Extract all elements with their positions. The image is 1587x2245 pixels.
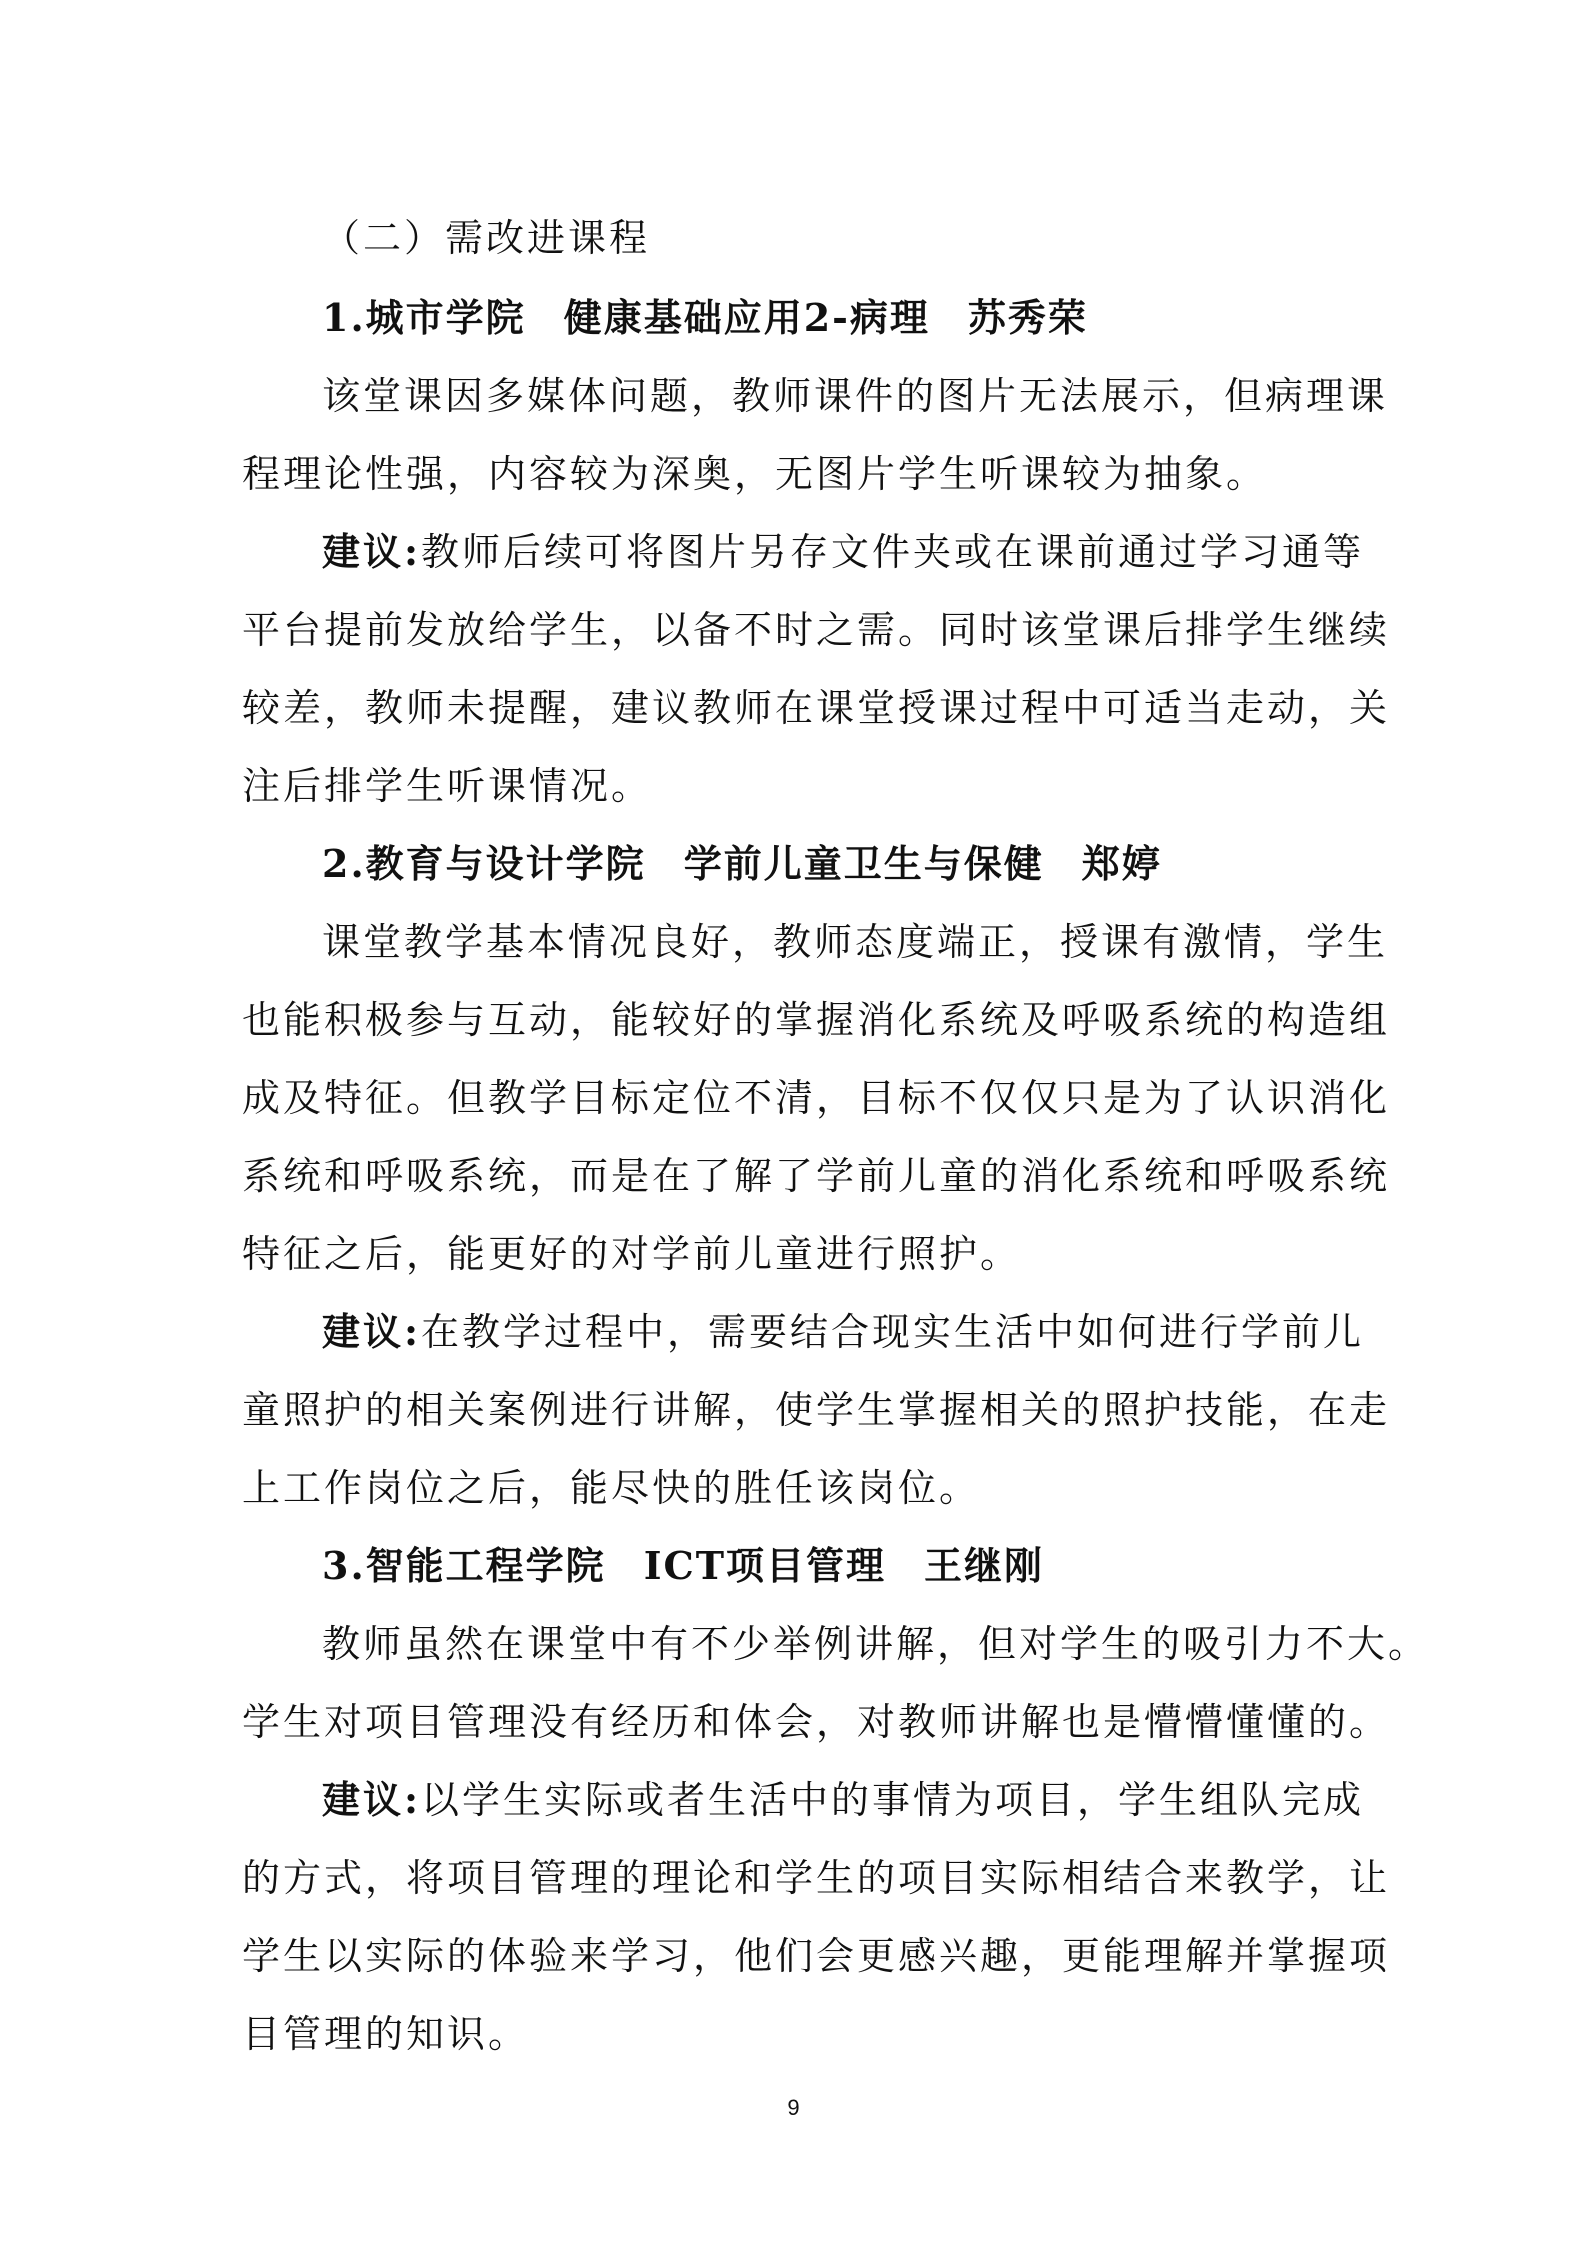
item-2-suggestion-line-2: 童照护的相关案例进行讲解，使学生掌握相关的照护技能，在走 bbox=[242, 1388, 1391, 1432]
suggestion-label: 建议: bbox=[322, 1777, 422, 1822]
item-3-suggestion-line-3: 学生以实际的体验来学习，他们会更感兴趣，更能理解并掌握项 bbox=[242, 1934, 1391, 1978]
item-3-suggestion-line-1 bbox=[322, 1774, 1365, 1826]
item-number: 3. bbox=[322, 1543, 366, 1588]
item-2-issue-line-3: 成及特征。但教学目标定位不清，目标不仅仅只是为了认识消化 bbox=[242, 1076, 1391, 1120]
item-2-issue-line-5: 特征之后，能更好的对学前儿童进行照护。 bbox=[242, 1232, 1022, 1276]
item-1-suggestion-line-2: 平台提前发放给学生，以备不时之需。同时该堂课后排学生继续 bbox=[242, 608, 1391, 652]
item-2-heading bbox=[322, 838, 1352, 890]
item-teacher: 郑婷 bbox=[1081, 841, 1162, 886]
suggestion-label: 建议: bbox=[322, 529, 422, 574]
suggestion-label: 建议: bbox=[322, 1309, 422, 1354]
item-2-suggestion-line-3: 上工作岗位之后，能尽快的胜任该岗位。 bbox=[242, 1466, 981, 1510]
item-teacher: 苏秀荣 bbox=[967, 295, 1088, 340]
item-number: 2. bbox=[322, 841, 366, 886]
item-teacher: 王继刚 bbox=[924, 1543, 1045, 1588]
item-2-suggestion-line-1 bbox=[322, 1306, 1365, 1358]
item-3-suggestion-line-4: 目管理的知识。 bbox=[242, 2012, 530, 2056]
item-number: 1. bbox=[322, 295, 366, 340]
item-1-suggestion-line-4: 注后排学生听课情况。 bbox=[242, 764, 653, 808]
item-college: 教育与设计学院 bbox=[365, 841, 646, 886]
suggestion-text: 以学生实际或者生活中的事情为项目，学生组队完成 bbox=[421, 1778, 1365, 1822]
item-college: 城市学院 bbox=[365, 295, 526, 340]
item-course: 学前儿童卫生与保健 bbox=[683, 841, 1044, 886]
section-heading: （二）需改进课程 bbox=[322, 216, 651, 260]
page-number: 9 bbox=[787, 2095, 800, 2120]
suggestion-text: 教师后续可将图片另存文件夹或在课前通过学习通等 bbox=[421, 530, 1365, 574]
item-1-issue-line-2: 程理论性强，内容较为深奥，无图片学生听课较为抽象。 bbox=[242, 452, 1268, 496]
item-1-issue-line-1: 该堂课因多媒体问题，教师课件的图片无法展示，但病理课 bbox=[322, 374, 1389, 418]
item-3-issue-line-1: 教师虽然在课堂中有不少举例讲解，但对学生的吸引力不大。 bbox=[322, 1622, 1430, 1666]
item-2-issue-line-4: 系统和呼吸系统，而是在了解了学前儿童的消化系统和呼吸系统 bbox=[242, 1154, 1391, 1198]
item-course: ICT项目管理 bbox=[643, 1543, 886, 1588]
item-3-suggestion-line-2: 的方式，将项目管理的理论和学生的项目实际相结合来教学，让 bbox=[242, 1856, 1391, 1900]
item-1-heading bbox=[322, 292, 1352, 344]
item-3-issue-line-2: 学生对项目管理没有经历和体会，对教师讲解也是懵懵懂懂的。 bbox=[242, 1700, 1391, 1744]
item-course: 健康基础应用2-病理 bbox=[563, 295, 930, 340]
item-1-suggestion-line-3: 较差，教师未提醒，建议教师在课堂授课过程中可适当走动，关 bbox=[242, 686, 1391, 730]
item-3-heading bbox=[322, 1540, 1352, 1592]
item-2-issue-line-1: 课堂教学基本情况良好，教师态度端正，授课有激情，学生 bbox=[322, 920, 1389, 964]
item-1-suggestion-line-1 bbox=[322, 526, 1365, 578]
item-college: 智能工程学院 bbox=[365, 1543, 606, 1588]
suggestion-text: 在教学过程中，需要结合现实生活中如何进行学前儿 bbox=[421, 1310, 1365, 1354]
item-2-issue-line-2: 也能积极参与互动，能较好的掌握消化系统及呼吸系统的构造组 bbox=[242, 998, 1391, 1042]
